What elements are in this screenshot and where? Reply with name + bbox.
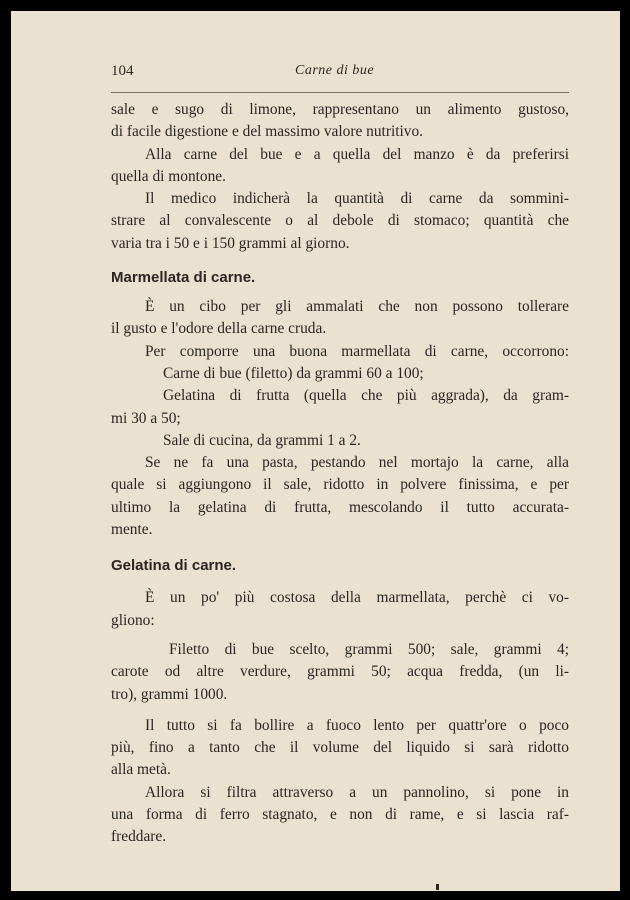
ingredient-line: mi 30 a 50;	[111, 409, 181, 427]
page-number: 104	[111, 63, 134, 79]
text-line: sale e sugo di limone, rappresentano un alimento gustoso,	[111, 101, 569, 118]
ingredient-line: tro), grammi 1000.	[111, 685, 228, 703]
section-heading-marmellata: Marmellata di carne.	[111, 269, 256, 287]
page-header	[111, 63, 573, 85]
ingredient-line: Filetto di bue scelto, grammi 500; sale, grammi 4;	[169, 640, 569, 658]
text-line: quella di montone.	[111, 167, 226, 185]
text-line: più, fino a tanto che il volume del liquido si sarà ridotto	[111, 739, 569, 757]
text-line: freddare.	[111, 828, 167, 846]
book-page	[11, 11, 620, 891]
text-line: alla metà.	[111, 761, 171, 779]
text-line: Alla carne del bue e a quella del manzo è da preferirsi	[145, 145, 569, 163]
text-line: Il medico indicherà la quantità di carne da sommini-	[145, 190, 569, 208]
text-line: Allora si filtra attraverso a un pannolino, si pone in	[145, 783, 569, 801]
text-line: È un cibo per gli ammalati che non possono tollerare	[145, 298, 569, 316]
ingredient-line: Sale di cucina, da grammi 1 a 2.	[163, 431, 361, 449]
text-line: Per comporre una buona marmellata di carne, occorrono:	[145, 342, 569, 360]
running-title: Carne di bue	[295, 63, 375, 78]
text-line: quale si aggiungono il sale, ridotto in polvere finissima, e per	[111, 476, 569, 494]
ingredient-line: Carne di bue (filetto) da grammi 60 a 100;	[163, 364, 424, 382]
page-body	[111, 99, 569, 849]
header-rule	[111, 92, 569, 93]
text-line: di facile digestione e del massimo valore nutritivo.	[111, 123, 424, 141]
text-line: gliono:	[111, 611, 155, 629]
text-line: il gusto e l'odore della carne cruda.	[111, 320, 327, 338]
signature-mark	[436, 884, 439, 890]
text-line: mente.	[111, 521, 153, 539]
text-line: strare al convalescente o al debole di stomaco; quantità che	[111, 212, 569, 230]
text-line: Se ne fa una pasta, pestando nel mortajo la carne, alla	[145, 454, 569, 472]
ingredient-line: Gelatina di frutta (quella che più aggrada), da gram-	[163, 387, 569, 405]
text-line: una forma di ferro stagnato, e non di rame, e si lascia raf-	[111, 806, 569, 824]
ingredient-line: carote od altre verdure, grammi 50; acqua fredda, (un li-	[111, 663, 569, 681]
section-heading-gelatina: Gelatina di carne.	[111, 557, 237, 575]
text-line: varia tra i 50 e i 150 grammi al giorno.	[111, 234, 350, 252]
text-line: ultimo la gelatina di frutta, mescolando il tutto accurata-	[111, 498, 569, 516]
text-line: È un po' più costosa della marmellata, perchè ci vo-	[145, 589, 569, 607]
text-line: Il tutto si fa bollire a fuoco lento per quattr'ore o poco	[145, 716, 569, 734]
